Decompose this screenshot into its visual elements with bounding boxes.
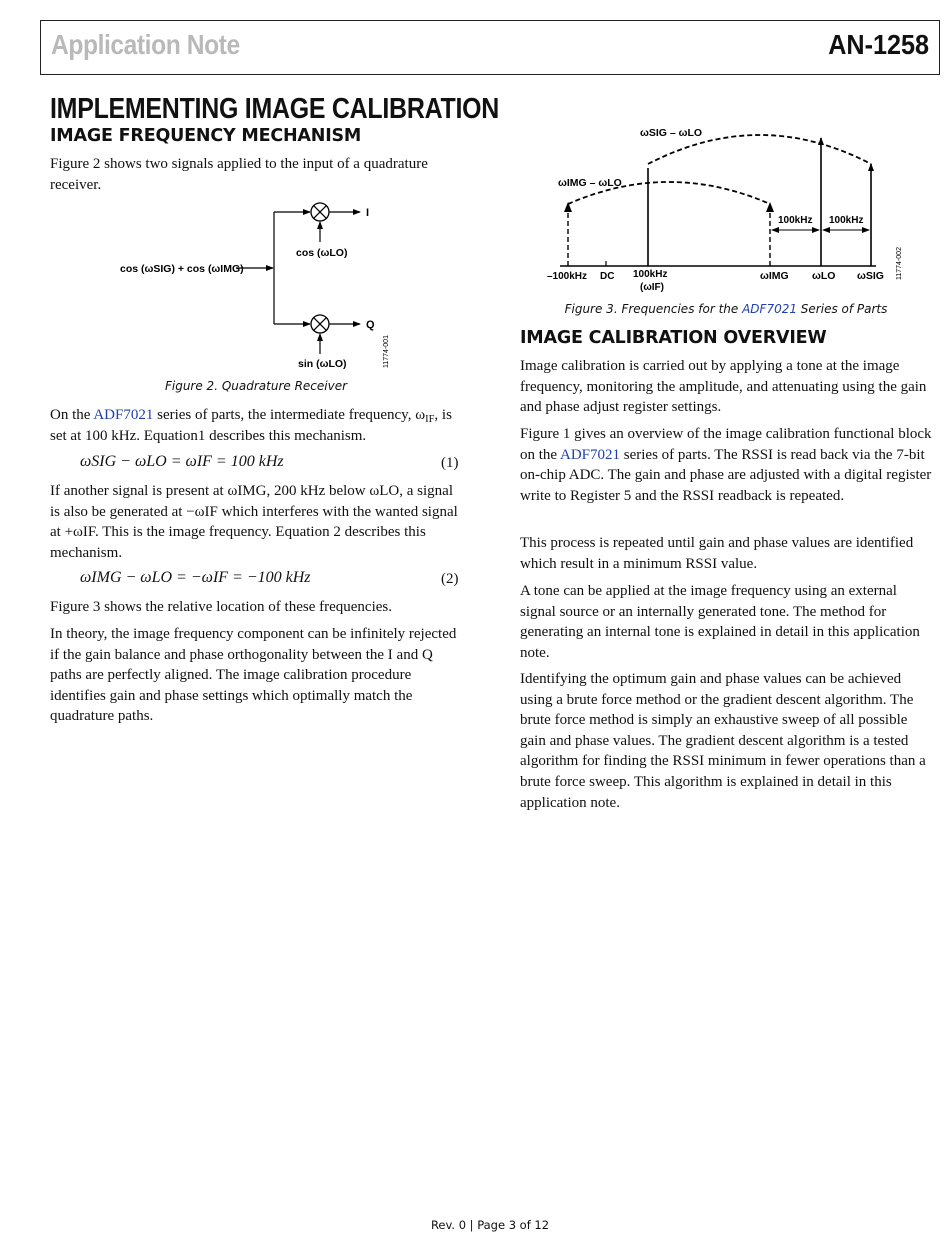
paragraph-if-mechanism: On the ADF7021 series of parts, the intermediate frequency, $\omega_{IF}$, is set at 100 kHz. Equation1 describes this mechanism.: [50, 407, 452, 444]
link-adf7021-overview[interactable]: ADF7021: [560, 446, 621, 463]
fig2-lo-cos-label: cos (ωLO): [296, 247, 348, 259]
paragraph-overview-4: A tone can be applied at the image frequency using an external signal source or an internally generated tone. The method for generating an internal tone is explained in detail in this application note.: [520, 583, 920, 661]
header-doc-number: AN-1258: [828, 29, 929, 60]
fig3-tick-100: 100kHz: [633, 269, 668, 280]
fig3-tick-sig: ωSIG: [857, 270, 884, 282]
equation-1: ωSIG − ωLO = ωIF = 100 kHz: [80, 453, 284, 470]
fig3-tick-if: (ωIF): [640, 282, 664, 293]
paragraph-figure3-ref: Figure 3 shows the relative location of these frequencies.: [50, 599, 392, 615]
paragraph-image-frequency: If another signal is present at ωIMG, 200 kHz below ωLO, a signal is also be generated at −ωIF which interferes with the wanted signal at +ωIF. This is the image frequency. Equation 2 describes this mechanism.: [50, 483, 458, 561]
equation-1-number: (1): [441, 455, 459, 471]
fig3-tick-img: ωIMG: [760, 270, 789, 282]
header-doc-type: Application Note: [51, 29, 240, 60]
fig2-output-q: Q: [366, 319, 375, 331]
page-footer: Rev. 0 | Page 3 of 12: [430, 1218, 550, 1232]
figure-2-caption: Figure 2. Quadrature Receiver: [164, 379, 348, 393]
fig2-lo-sin-label: sin (ωLO): [298, 358, 347, 370]
fig3-figure-code: 11774-002: [896, 247, 903, 280]
equation-2-number: (2): [441, 571, 459, 587]
fig3-tick-dc: DC: [600, 271, 615, 282]
fig3-span-label-1: 100kHz: [778, 215, 813, 226]
section-heading-overview: IMAGE CALIBRATION OVERVIEW: [520, 328, 827, 348]
paragraph-overview-1: Image calibration is carried out by applying a tone at the image frequency, monitoring the amplitude, and attenuating using the gain and phase adjust register settings.: [520, 358, 927, 416]
figure-3-caption: Figure 3. Frequencies for the ADF7021 Series of Parts: [564, 302, 888, 316]
page-header: [40, 20, 940, 75]
figure-frequencies: [540, 118, 920, 296]
fig3-label-sig-lo: ωSIG – ωLO: [640, 127, 703, 139]
fig2-figure-code: 11774-001: [383, 335, 390, 368]
paragraph-intro: Figure 2 shows two signals applied to the input of a quadrature receiver.: [50, 156, 428, 193]
paragraph-overview-2: Figure 1 gives an overview of the image calibration functional block on the ADF7021 series of parts. The RSSI is read back via the 7-bit on-chip ADC. The gain and phase are adjusted with a digital register write to Register 5 and the RSSI readback is repeated.: [520, 426, 932, 504]
fig2-output-i: I: [366, 207, 370, 219]
equation-2: ωIMG − ωLO = −ωIF = −100 kHz: [80, 569, 311, 586]
fig2-input-label: cos (ωSIG) + cos (ωIMG): [120, 263, 244, 275]
link-adf7021-caption[interactable]: ADF7021: [742, 302, 797, 316]
paragraph-overview-3: This process is repeated until gain and phase values are identified which result in a minimum RSSI value.: [520, 535, 914, 572]
link-adf7021[interactable]: ADF7021: [93, 407, 154, 423]
section-heading-image-frequency: IMAGE FREQUENCY MECHANISM: [50, 126, 362, 146]
figure-quadrature-receiver: [110, 196, 410, 374]
fig3-tick-lo: ωLO: [812, 270, 836, 282]
fig3-span-label-2: 100kHz: [829, 215, 864, 226]
page-title: IMPLEMENTING IMAGE CALIBRATION: [50, 93, 500, 125]
paragraph-theory: In theory, the image frequency component can be infinitely rejected if the gain balance and phase orthogonality between the I and Q paths are perfectly aligned. The image calibration procedure identifies gain and phase settings which optimally match the quadrature paths.: [50, 626, 457, 725]
fig3-tick-neg100: –100kHz: [547, 271, 588, 282]
fig3-label-img-lo: ωIMG – ωLO: [558, 177, 622, 189]
paragraph-overview-5: Identifying the optimum gain and phase values can be achieved using a brute force method or the gradient descent algorithm. The brute force method is simply an exhaustive sweep of all possible gain and phase values. The gradient descent algorithm is a tested algorithm for finding the RSSI minimum in fewer operations than a brute force sweep. This algorithm is explained in detail in this application note.: [520, 671, 926, 811]
